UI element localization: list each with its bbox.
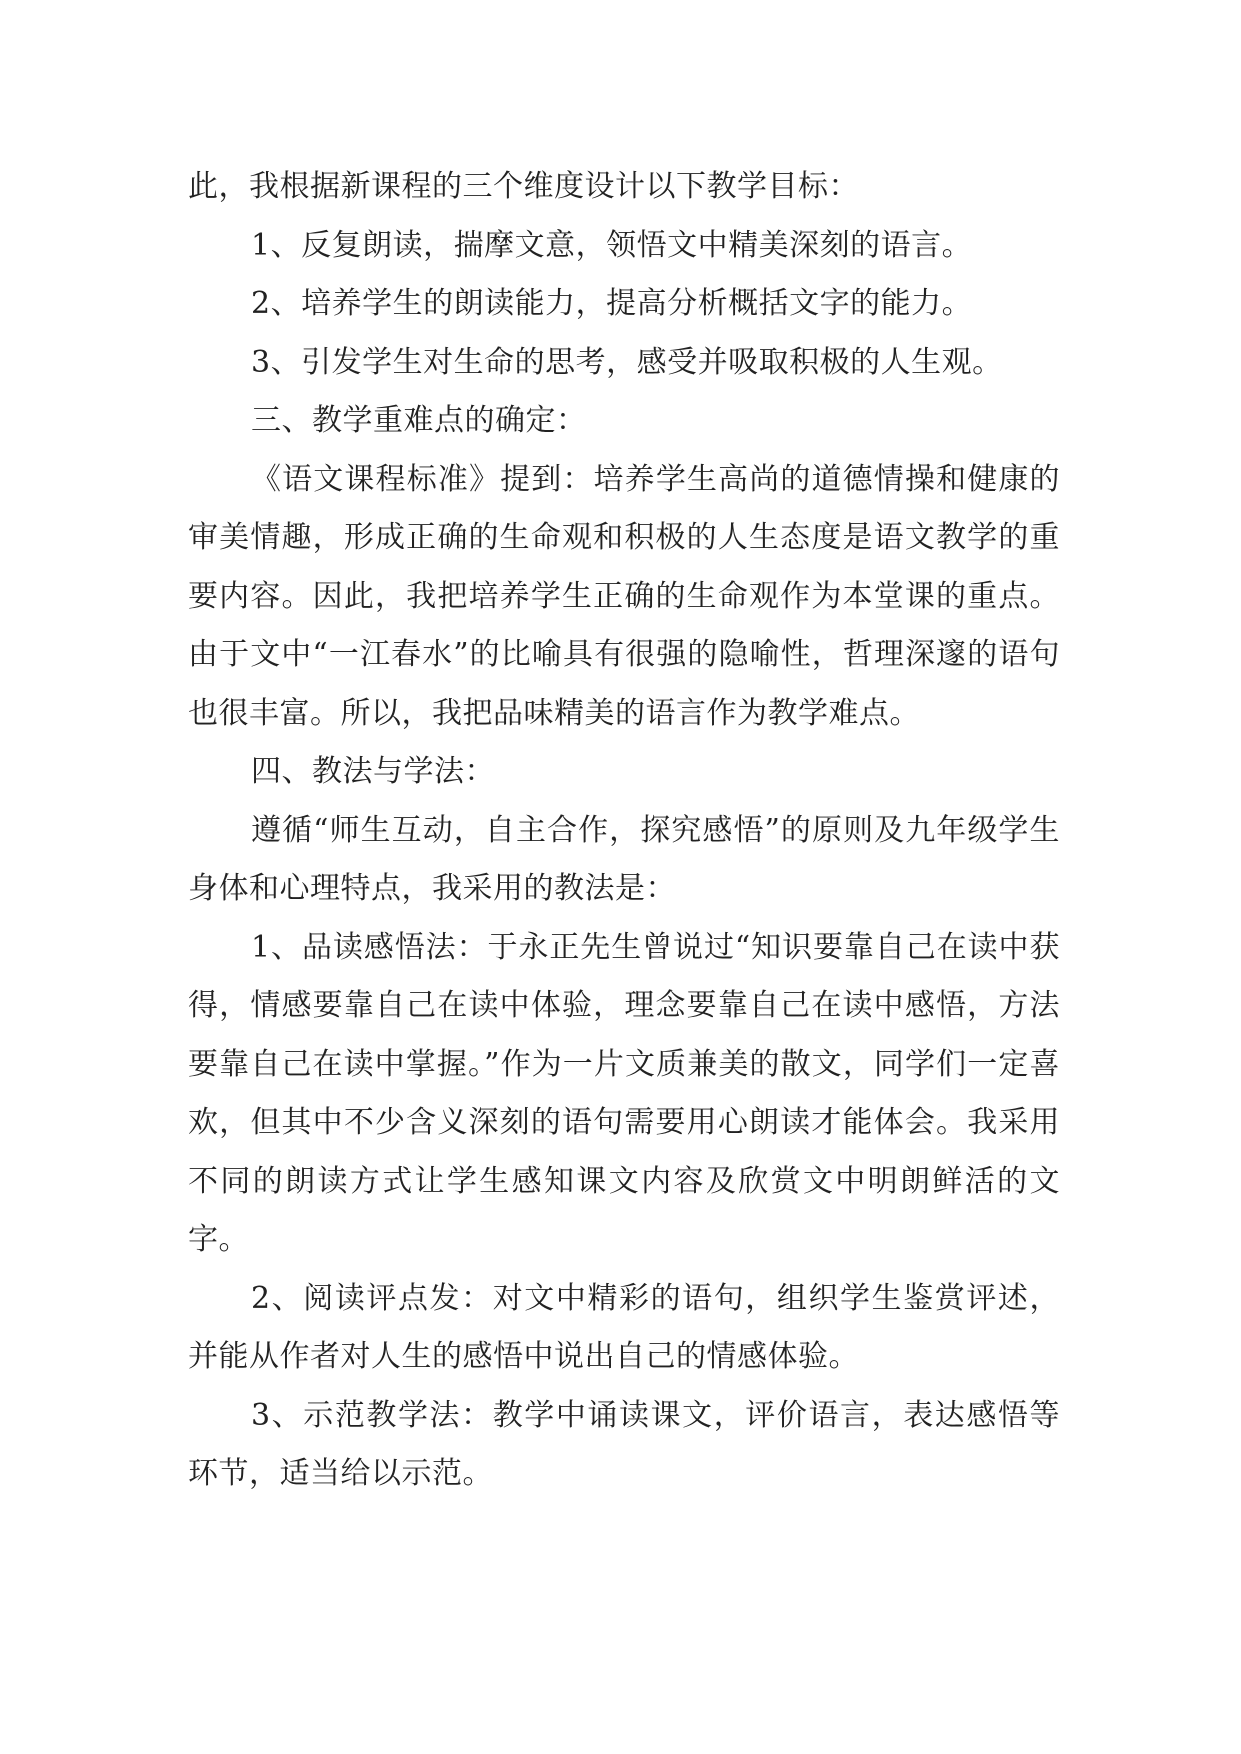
paragraph-method-2: 2、阅读评点发：对文中精彩的语句，组织学生鉴赏评述，并能从作者对人生的感悟中说出自己的情感体验。 — [188, 1280, 1060, 1374]
paragraph-goal-2: 2、培养学生的朗读能力，提高分析概括文字的能力。 — [251, 286, 973, 321]
paragraph-methods-intro: 遵循“师生互动，自主合作，探究感悟”的原则及九年级学生身体和心理特点，我采用的教法是： — [188, 812, 1060, 906]
paragraph-goal-3: 3、引发学生对生命的思考，感受并吸取积极的人生观。 — [251, 344, 1003, 380]
document-body — [188, 158, 1060, 1504]
paragraph-intro: 此，我根据新课程的三个维度设计以下教学目标： — [188, 169, 859, 204]
paragraph-method-1: 1、品读感悟法：于永正先生曾说过“知识要靠自己在读中获得，情感要靠自己在读中体验，理念要靠自己在读中感悟，方法要靠自己在读中掌握。”作为一片文质兼美的散文，同学们一定喜欢，但其中不少含义深刻的语句需要用心朗读才能体会。我采用不同的朗读方式让学生感知课文内容及欣赏文中明朗鲜活的文字。 — [188, 929, 1060, 1257]
paragraph-goal-1: 1、反复朗读，揣摩文意，领悟文中精美深刻的语言。 — [251, 227, 973, 263]
section-heading-methods: 四、教法与学法： — [251, 754, 495, 789]
section-heading-key-points: 三、教学重难点的确定： — [251, 403, 587, 438]
paragraph-method-3: 3、示范教学法：教学中诵读课文，评价语言，表达感悟等环节，适当给以示范。 — [188, 1397, 1060, 1491]
paragraph-key-points: 《语文课程标准》提到：培养学生高尚的道德情操和健康的审美情趣，形成正确的生命观和积极的人生态度是语文教学的重要内容。因此，我把培养学生正确的生命观作为本堂课的重点。由于文中“一江春水”的比喻具有很强的隐喻性，哲理深邃的语句也很丰富。所以，我把品味精美的语言作为教学难点。 — [188, 461, 1060, 731]
